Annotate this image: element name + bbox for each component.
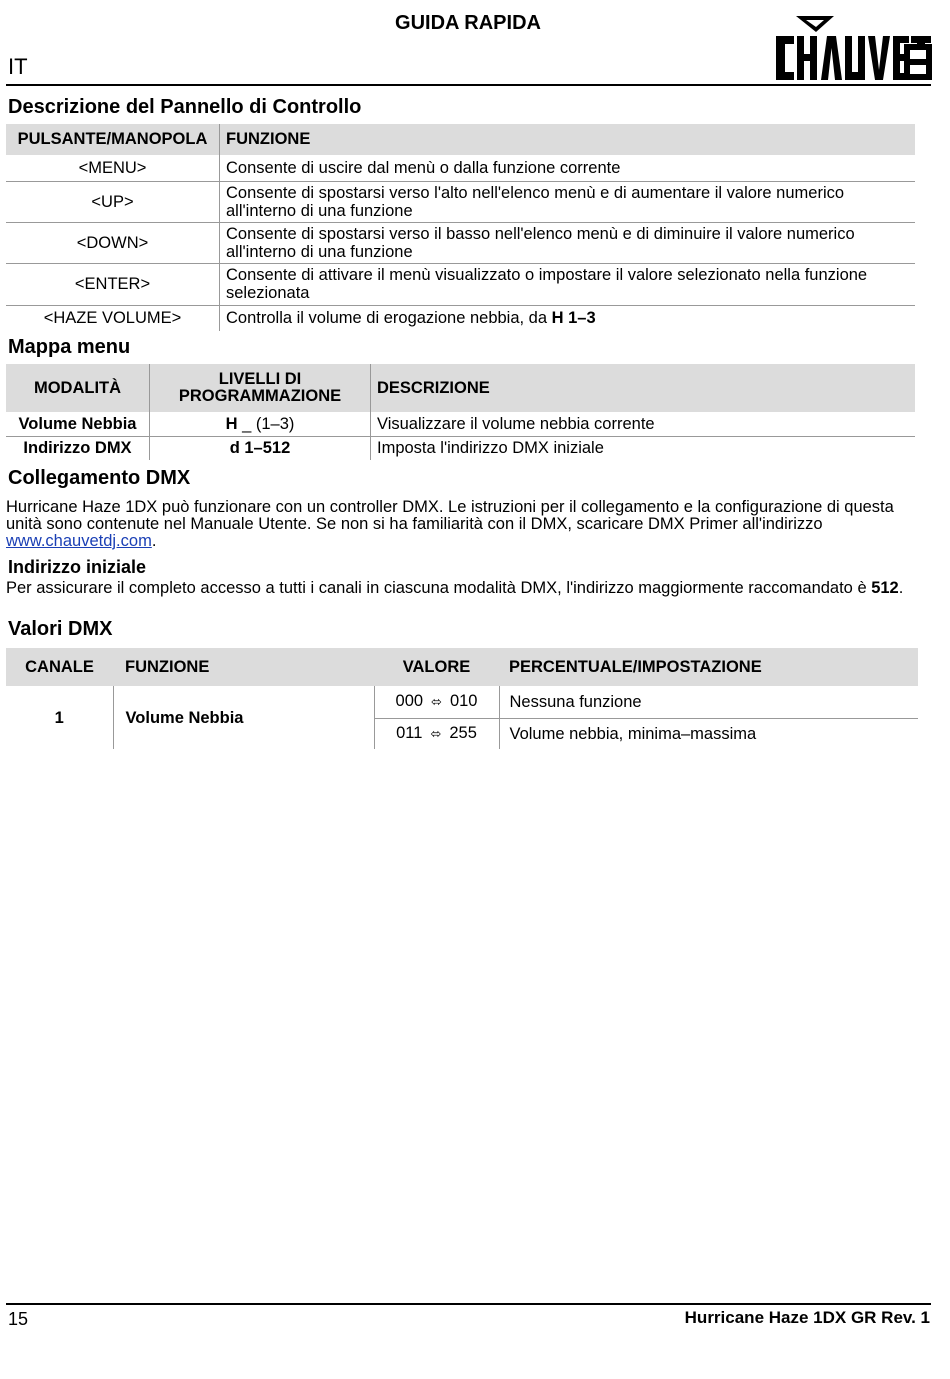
dmx-function: Volume Nebbia [113, 686, 374, 749]
button-name: <DOWN> [6, 222, 220, 263]
col-function-header: FUNZIONE [220, 124, 916, 155]
dmx-setting: Volume nebbia, minima–massima [509, 724, 757, 743]
table-row [6, 305, 915, 331]
dmx-connection-text: Hurricane Haze 1DX può funzionare con un controller DMX. Le istruzioni per il collegamento e la configurazione di questa unità sono contenute nel Manuale Utente. Se non si ha familiarità con il DMX, scaricare DMX Primer all'indirizzo [6, 498, 894, 533]
table-row [6, 181, 915, 222]
function-range: H 1–3 [551, 309, 596, 328]
value-from: 000 [395, 692, 424, 711]
dmx-connection-heading: Collegamento DMX [8, 467, 191, 489]
control-panel-table [6, 124, 915, 331]
document-header-title: GUIDA RAPIDA [395, 12, 541, 34]
menu-mode: Indirizzo DMX [6, 436, 150, 460]
menu-level [150, 412, 371, 436]
col-value-header: VALORE [374, 648, 499, 686]
value-to: 255 [449, 724, 477, 743]
page-number: 15 [8, 1309, 29, 1329]
header-rule [6, 84, 931, 86]
levels-header-line2: PROGRAMMAZIONE [178, 387, 342, 405]
paragraph-end: . [151, 532, 157, 550]
button-function: Consente di attivare il menù visualizzato o impostare il valore selezionato nella funzione selezionata [220, 263, 916, 305]
starting-address-text: Per assicurare il completo accesso a tutti i canali in ciascuna modalità DMX, l'indirizzo maggiormente raccomandato è [6, 579, 872, 597]
button-function: Consente di uscire dal menù o dalla funzione corrente [220, 155, 916, 181]
level-code: H [225, 414, 238, 433]
col-levels-header [150, 364, 371, 412]
table-row [6, 686, 918, 718]
table-row [6, 222, 915, 263]
chauvet-dj-logo [774, 14, 932, 84]
dmx-value-range [374, 718, 499, 749]
menu-description: Imposta l'indirizzo DMX iniziale [377, 439, 604, 458]
dmx-setting: Nessuna funzione [499, 686, 918, 718]
button-name: <HAZE VOLUME> [6, 305, 220, 331]
button-name: <UP> [6, 181, 220, 222]
starting-address-heading: Indirizzo iniziale [8, 557, 147, 577]
col-setting-header: PERCENTUALE/IMPOSTAZIONE [499, 648, 918, 686]
levels-header-line1: LIVELLI DI [218, 370, 302, 388]
dmx-values-table [6, 648, 918, 749]
level-code: d 1–512 [229, 439, 291, 458]
button-name: <ENTER> [6, 263, 220, 305]
chauvetdj-link[interactable]: www.chauvetdj.com [6, 532, 152, 550]
menu-map-heading: Mappa menu [8, 336, 131, 358]
dmx-value-range [374, 686, 499, 718]
paragraph-end: . [898, 579, 904, 597]
col-channel-header: CANALE [6, 648, 113, 686]
button-name: <MENU> [6, 155, 220, 181]
range-arrow-icon: ⬄ [430, 726, 442, 742]
menu-description: Visualizzare il volume nebbia corrente [371, 412, 916, 436]
table-row [6, 263, 915, 305]
dmx-connection-paragraph [6, 499, 931, 550]
function-text: Controlla il volume di erogazione nebbia, da [226, 309, 552, 328]
table-row [6, 436, 915, 460]
control-panel-heading: Descrizione del Pannello di Controllo [8, 96, 362, 118]
menu-mode: Volume Nebbia [6, 412, 150, 436]
footer-rule [6, 1303, 931, 1305]
button-function [220, 305, 916, 331]
level-range: _ (1–3) [237, 414, 295, 433]
button-function: Consente di spostarsi verso il basso nell'elenco menù e di diminuire il valore numerico all'interno di una funzione [220, 222, 916, 263]
dmx-channel: 1 [6, 686, 113, 749]
value-from: 011 [396, 724, 423, 743]
starting-address-paragraph [6, 580, 931, 597]
table-row [6, 412, 915, 436]
button-function: Consente di spostarsi verso l'alto nell'elenco menù e di aumentare il valore numerico all'interno di una funzione [220, 181, 916, 222]
language-code: IT [8, 54, 28, 79]
range-arrow-icon: ⬄ [431, 694, 442, 710]
dmx-values-heading: Valori DMX [8, 618, 113, 640]
col-description-header: DESCRIZIONE [371, 364, 916, 412]
col-mode-header: MODALITÀ [6, 364, 150, 412]
menu-map-table [6, 364, 915, 460]
menu-level [150, 436, 371, 460]
recommended-address: 512 [871, 579, 899, 597]
table-row [6, 155, 915, 181]
document-name: Hurricane Haze 1DX GR Rev. 1 [684, 1308, 930, 1327]
value-to: 010 [449, 692, 478, 711]
col-button-header: PULSANTE/MANOPOLA [6, 124, 220, 155]
col-function-header: FUNZIONE [113, 648, 374, 686]
